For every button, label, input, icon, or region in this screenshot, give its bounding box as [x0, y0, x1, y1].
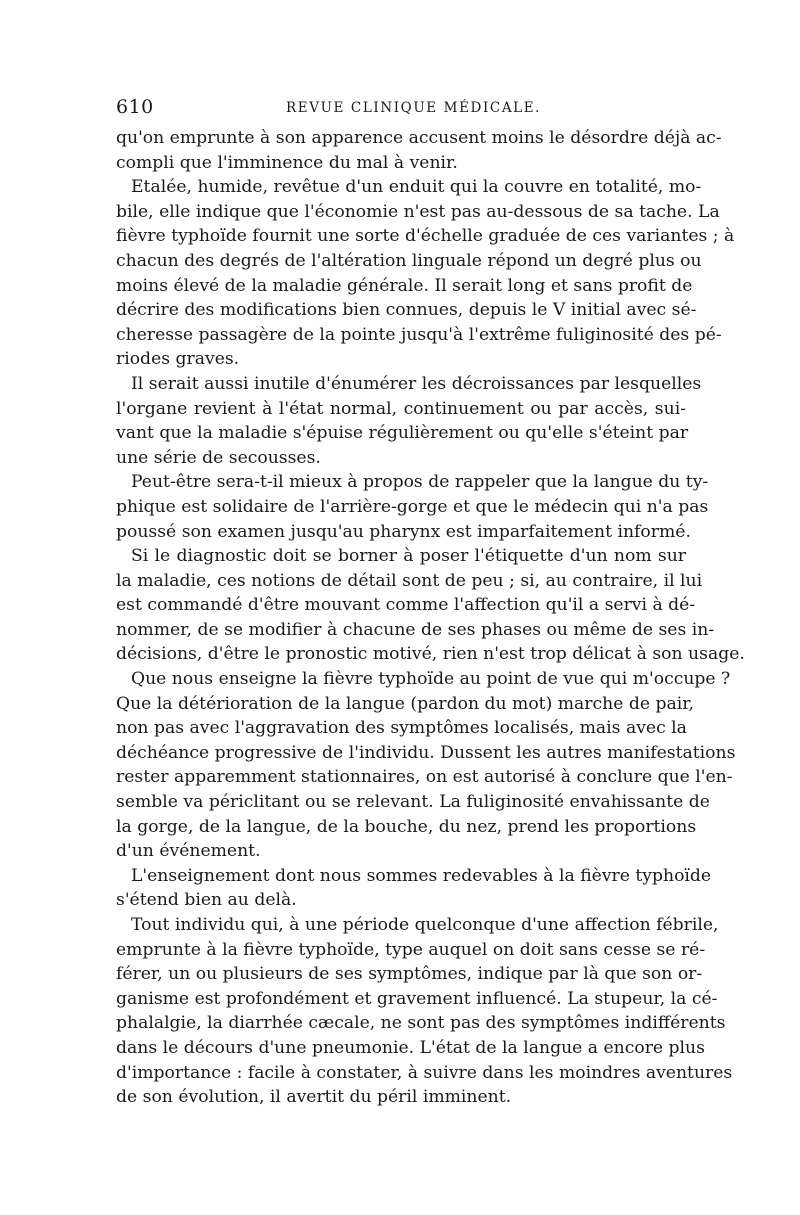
paragraph — [116, 667, 736, 864]
paragraph — [116, 864, 712, 913]
text-line: décisions, d'être le pronostic motivé, rien n'est trop délicat à son usage. — [116, 644, 745, 665]
text-line: férer, un ou plusieurs de ses symptômes, indique par là que son or- — [116, 964, 703, 985]
text-line: l'organe revient à l'état normal, continuement ou par accès, sui- — [116, 398, 686, 419]
text-line: emprunte à la fièvre typhoïde, type auquel on doit sans cesse se ré- — [116, 939, 706, 960]
text-line: cheresse passagère de la pointe jusqu'à l'extrême fuliginosité des pé- — [116, 324, 722, 345]
paragraph — [116, 126, 722, 175]
text-line: compli que l'imminence du mal à venir. — [116, 152, 458, 173]
text-line: riodes graves. — [116, 349, 240, 370]
text-line: s'étend bien au delà. — [116, 890, 297, 911]
page-header — [116, 96, 686, 120]
text-line: Que nous enseigne la fièvre typhoïde au point de vue qui m'occupe ? — [131, 669, 731, 690]
text-line: poussé son examen jusqu'au pharynx est imparfaitement informé. — [116, 521, 691, 542]
text-line: ganisme est profondément et gravement influencé. La stupeur, la cé- — [116, 988, 718, 1009]
text-line: une série de secousses. — [116, 447, 321, 468]
text-line: moins élevé de la maladie générale. Il serait long et sans profit de — [116, 275, 693, 296]
text-line: de son évolution, il avertit du péril imminent. — [116, 1087, 512, 1108]
text-line: qu'on emprunte à son apparence accusent moins le désordre déjà ac- — [116, 128, 722, 148]
text-line: L'enseignement dont nous sommes redevables à la fièvre typhoïde — [131, 865, 712, 886]
text-line: nommer, de se modifier à chacune de ses phases ou même de ses in- — [116, 619, 715, 640]
text-line: chacun des degrés de l'altération linguale répond un degré plus ou — [116, 250, 702, 271]
text-line: Que la détérioration de la langue (pardon du mot) marche de pair, — [116, 693, 695, 714]
text-line: Etalée, humide, revêtue d'un enduit qui la couvre en totalité, mo- — [131, 177, 702, 198]
text-line: vant que la maladie s'épuise régulièrement ou qu'elle s'éteint par — [116, 423, 689, 444]
text-line: fièvre typhoïde fournit une sorte d'échelle graduée de ces variantes ; à — [116, 226, 735, 247]
text-line: phalalgie, la diarrhée cæcale, ne sont pas des symptômes indifférents — [116, 1013, 726, 1034]
text-line: Tout individu qui, à une période quelconque d'une affection fébrile, — [131, 915, 719, 935]
paragraph — [116, 175, 735, 372]
text-line: non pas avec l'aggravation des symptômes localisés, mais avec la — [116, 718, 687, 739]
text-line: Peut-être sera-t-il mieux à propos de rappeler que la langue du ty- — [131, 472, 709, 493]
text-line: décrire des modifications bien connues, depuis le V initial avec sé- — [116, 300, 697, 321]
running-head: REVUE CLINIQUE MÉDICALE. — [286, 100, 542, 116]
paragraph — [116, 372, 702, 470]
paragraph — [116, 544, 745, 667]
text-line: bile, elle indique que l'économie n'est pas au-dessous de sa tache. La — [116, 201, 720, 222]
page-number: 610 — [116, 96, 154, 118]
paragraph — [116, 913, 733, 1110]
body-text — [116, 126, 745, 1110]
text-line: Si le diagnostic doit se borner à poser l'étiquette d'un nom sur — [131, 546, 686, 567]
text-line: est commandé d'être mouvant comme l'affection qu'il a servi à dé- — [116, 595, 696, 616]
text-line: phique est solidaire de l'arrière-gorge et que le médecin qui n'a pas — [116, 496, 709, 517]
text-line: d'importance : facile à constater, à suivre dans les moindres aventures — [116, 1062, 733, 1083]
text-line: dans le décours d'une pneumonie. L'état de la langue a encore plus — [116, 1037, 705, 1058]
text-line: d'un événement. — [116, 841, 261, 862]
text-line: la maladie, ces notions de détail sont de peu ; si, au contraire, il lui — [116, 570, 703, 591]
text-line: Il serait aussi inutile d'énumérer les décroissances par lesquelles — [131, 373, 702, 394]
paragraph — [116, 470, 709, 544]
text-line: semble va périclitant ou se relevant. La fuliginosité envahissante de — [116, 792, 710, 813]
text-line: rester apparemment stationnaires, on est autorisé à conclure que l'en- — [116, 767, 733, 788]
text-line: déchéance progressive de l'individu. Dussent les autres manifestations — [116, 742, 736, 763]
text-line: la gorge, de la langue, de la bouche, du nez, prend les proportions — [116, 816, 697, 837]
